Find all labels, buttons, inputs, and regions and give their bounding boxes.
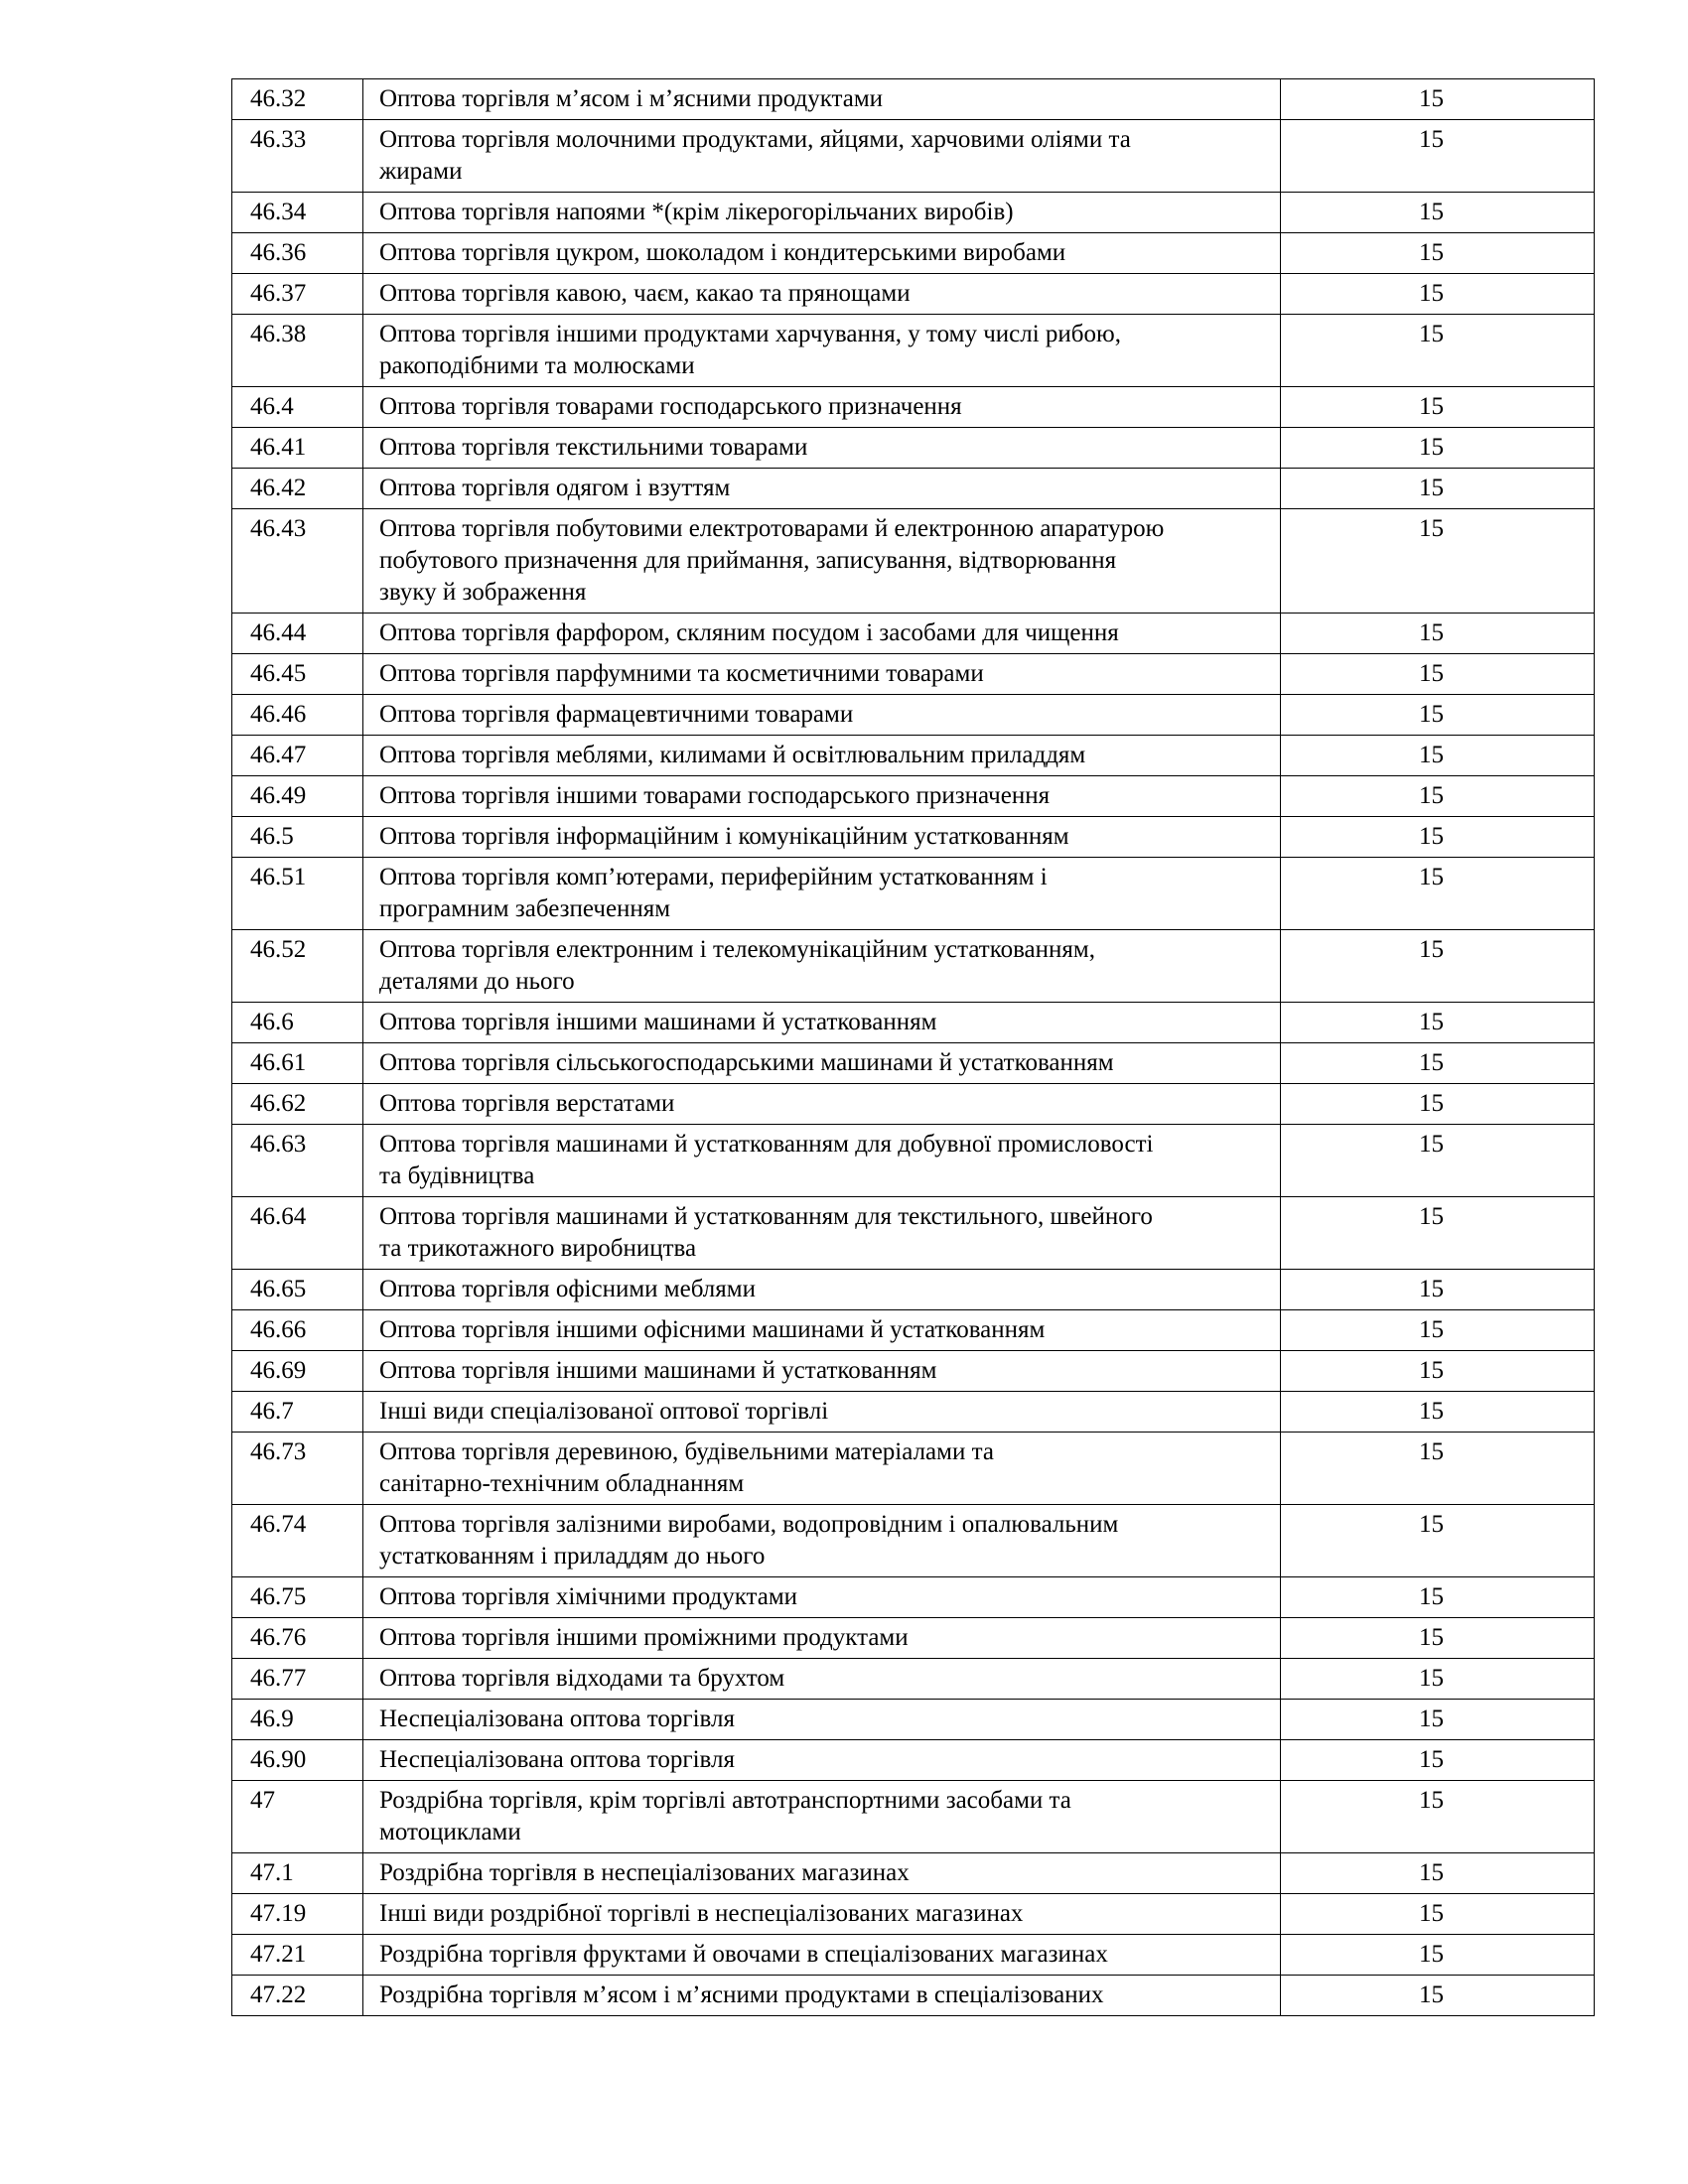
activity-description-cell xyxy=(363,654,1281,695)
description-line: деталями до нього xyxy=(379,968,575,995)
activity-description-cell xyxy=(363,1351,1281,1392)
activity-description-cell xyxy=(363,315,1281,387)
rate-value-cell: 15 xyxy=(1281,1894,1595,1935)
table-row xyxy=(232,1659,1595,1700)
activity-description-cell xyxy=(363,1043,1281,1084)
table-row xyxy=(232,695,1595,736)
table-row xyxy=(232,1505,1595,1577)
description-line: Інші види спеціалізованої оптової торгівлі xyxy=(379,1398,829,1425)
rate-value-cell: 15 xyxy=(1281,654,1595,695)
description-line: Оптова торгівля молочними продуктами, яйцями, харчовими оліями та xyxy=(379,126,1131,153)
rate-value-cell: 15 xyxy=(1281,387,1595,428)
activity-code-cell: 46.65 xyxy=(232,1270,363,1310)
table-row xyxy=(232,1894,1595,1935)
table-row xyxy=(232,817,1595,858)
activity-code-cell: 46.38 xyxy=(232,315,363,387)
rate-value-cell: 15 xyxy=(1281,79,1595,120)
description-line: Оптова торгівля машинами й устаткованням для текстильного, швейного xyxy=(379,1203,1153,1230)
rate-value-cell: 15 xyxy=(1281,233,1595,274)
table-row xyxy=(232,428,1595,469)
table-row xyxy=(232,1125,1595,1197)
rate-value-cell: 15 xyxy=(1281,1659,1595,1700)
activity-description-cell xyxy=(363,1935,1281,1976)
description-line: Оптова торгівля м’ясом і м’ясними продуктами xyxy=(379,85,884,112)
activity-code-cell: 47.19 xyxy=(232,1894,363,1935)
description-line: Оптова торгівля напоями *(крім лікерогорільчаних виробів) xyxy=(379,199,1014,225)
activity-description-cell xyxy=(363,776,1281,817)
activity-description-cell xyxy=(363,1659,1281,1700)
activity-code-cell: 46.6 xyxy=(232,1003,363,1043)
table-row xyxy=(232,1935,1595,1976)
activity-description-cell xyxy=(363,930,1281,1003)
description-line: та трикотажного виробництва xyxy=(379,1235,697,1262)
description-line: жирами xyxy=(379,158,463,185)
rate-value-cell: 15 xyxy=(1281,1003,1595,1043)
table-row xyxy=(232,1577,1595,1618)
activity-code-cell: 46.69 xyxy=(232,1351,363,1392)
table-body xyxy=(232,79,1595,2016)
description-line: Оптова торгівля електронним і телекомунікаційним устаткованням, xyxy=(379,936,1095,963)
description-line: Оптова торгівля фарфором, скляним посудом і засобами для чищення xyxy=(379,619,1119,646)
rate-value-cell: 15 xyxy=(1281,1270,1595,1310)
activity-code-cell: 46.66 xyxy=(232,1310,363,1351)
table-row xyxy=(232,1043,1595,1084)
activity-codes-table xyxy=(231,78,1595,2016)
activity-description-cell xyxy=(363,614,1281,654)
description-line: ракоподібними та молюсками xyxy=(379,352,695,379)
description-line: Оптова торгівля відходами та брухтом xyxy=(379,1665,785,1692)
activity-code-cell: 46.90 xyxy=(232,1740,363,1781)
activity-code-cell: 46.76 xyxy=(232,1618,363,1659)
description-line: санітарно-технічним обладнанням xyxy=(379,1470,745,1497)
activity-description-cell xyxy=(363,509,1281,614)
description-line: програмним забезпеченням xyxy=(379,895,671,922)
description-line: Оптова торгівля хімічними продуктами xyxy=(379,1583,798,1610)
description-line: Оптова торгівля залізними виробами, водопровідним і опалювальним xyxy=(379,1511,1119,1538)
table-row xyxy=(232,193,1595,233)
table-row xyxy=(232,1270,1595,1310)
activity-description-cell xyxy=(363,1505,1281,1577)
activity-code-cell: 46.45 xyxy=(232,654,363,695)
rate-value-cell: 15 xyxy=(1281,1392,1595,1433)
description-line: Оптова торгівля комп’ютерами, периферійним устаткованням і xyxy=(379,864,1048,890)
description-line: Оптова торгівля інформаційним і комунікаційним устаткованням xyxy=(379,823,1069,850)
rate-value-cell: 15 xyxy=(1281,1125,1595,1197)
activity-code-cell: 46.34 xyxy=(232,193,363,233)
activity-code-cell: 46.42 xyxy=(232,469,363,509)
rate-value-cell: 15 xyxy=(1281,776,1595,817)
activity-description-cell xyxy=(363,79,1281,120)
activity-description-cell xyxy=(363,428,1281,469)
description-line: мотоциклами xyxy=(379,1819,521,1845)
rate-value-cell: 15 xyxy=(1281,1084,1595,1125)
table-row xyxy=(232,79,1595,120)
description-line: Оптова торгівля одягом і взуттям xyxy=(379,475,731,501)
table-row xyxy=(232,1976,1595,2016)
table-row xyxy=(232,1853,1595,1894)
description-line: Роздрібна торгівля фруктами й овочами в спеціалізованих магазинах xyxy=(379,1941,1108,1968)
activity-code-cell: 46.64 xyxy=(232,1197,363,1270)
rate-value-cell: 15 xyxy=(1281,315,1595,387)
activity-description-cell xyxy=(363,120,1281,193)
table-row xyxy=(232,1310,1595,1351)
rate-value-cell: 15 xyxy=(1281,817,1595,858)
rate-value-cell: 15 xyxy=(1281,695,1595,736)
activity-description-cell xyxy=(363,1084,1281,1125)
rate-value-cell: 15 xyxy=(1281,1618,1595,1659)
activity-code-cell: 46.47 xyxy=(232,736,363,776)
rate-value-cell: 15 xyxy=(1281,428,1595,469)
activity-code-cell: 46.5 xyxy=(232,817,363,858)
activity-description-cell xyxy=(363,736,1281,776)
table-row xyxy=(232,1781,1595,1853)
activity-code-cell: 46.52 xyxy=(232,930,363,1003)
activity-description-cell xyxy=(363,817,1281,858)
activity-code-cell: 46.51 xyxy=(232,858,363,930)
activity-description-cell xyxy=(363,1976,1281,2016)
rate-value-cell: 15 xyxy=(1281,930,1595,1003)
table-row xyxy=(232,1197,1595,1270)
activity-description-cell xyxy=(363,469,1281,509)
activity-description-cell xyxy=(363,1577,1281,1618)
description-line: Оптова торгівля побутовими електротоварами й електронною апаратурою xyxy=(379,515,1165,542)
description-line: Оптова торгівля цукром, шоколадом і кондитерськими виробами xyxy=(379,239,1066,266)
activity-code-cell: 46.44 xyxy=(232,614,363,654)
activity-code-cell: 46.43 xyxy=(232,509,363,614)
rate-value-cell: 15 xyxy=(1281,469,1595,509)
table-row xyxy=(232,509,1595,614)
activity-description-cell xyxy=(363,1125,1281,1197)
activity-description-cell xyxy=(363,1270,1281,1310)
table-row xyxy=(232,1700,1595,1740)
description-line: Оптова торгівля товарами господарського призначення xyxy=(379,393,962,420)
description-line: звуку й зображення xyxy=(379,579,587,606)
table-row xyxy=(232,1351,1595,1392)
activity-code-cell: 47 xyxy=(232,1781,363,1853)
activity-description-cell xyxy=(363,1894,1281,1935)
table-row xyxy=(232,233,1595,274)
activity-description-cell xyxy=(363,1853,1281,1894)
rate-value-cell: 15 xyxy=(1281,1853,1595,1894)
activity-description-cell xyxy=(363,858,1281,930)
activity-description-cell xyxy=(363,233,1281,274)
activity-code-cell: 46.77 xyxy=(232,1659,363,1700)
activity-code-cell: 46.9 xyxy=(232,1700,363,1740)
rate-value-cell: 15 xyxy=(1281,1577,1595,1618)
activity-code-cell: 47.1 xyxy=(232,1853,363,1894)
rate-value-cell: 15 xyxy=(1281,1351,1595,1392)
rate-value-cell: 15 xyxy=(1281,1505,1595,1577)
activity-description-cell xyxy=(363,387,1281,428)
rate-value-cell: 15 xyxy=(1281,1935,1595,1976)
activity-code-cell: 46.75 xyxy=(232,1577,363,1618)
activity-description-cell xyxy=(363,1618,1281,1659)
activity-code-cell: 46.36 xyxy=(232,233,363,274)
activity-code-cell: 46.37 xyxy=(232,274,363,315)
rate-value-cell: 15 xyxy=(1281,274,1595,315)
table-row xyxy=(232,736,1595,776)
description-line: Оптова торгівля іншими офісними машинами й устаткованням xyxy=(379,1316,1046,1343)
rate-value-cell: 15 xyxy=(1281,736,1595,776)
description-line: Неспеціалізована оптова торгівля xyxy=(379,1746,735,1773)
table-row xyxy=(232,858,1595,930)
table-row xyxy=(232,930,1595,1003)
activity-code-cell: 46.73 xyxy=(232,1433,363,1505)
rate-value-cell: 15 xyxy=(1281,1976,1595,2016)
description-line: Оптова торгівля іншими проміжними продуктами xyxy=(379,1624,909,1651)
rate-value-cell: 15 xyxy=(1281,1700,1595,1740)
activity-description-cell xyxy=(363,695,1281,736)
description-line: Оптова торгівля деревиною, будівельними матеріалами та xyxy=(379,1438,994,1465)
activity-code-cell: 46.63 xyxy=(232,1125,363,1197)
table-row xyxy=(232,1003,1595,1043)
activity-code-cell: 46.33 xyxy=(232,120,363,193)
rate-value-cell: 15 xyxy=(1281,193,1595,233)
description-line: Роздрібна торгівля м’ясом і м’ясними продуктами в спеціалізованих xyxy=(379,1981,1104,2008)
activity-code-cell: 46.46 xyxy=(232,695,363,736)
activity-code-cell: 47.22 xyxy=(232,1976,363,2016)
description-line: Оптова торгівля офісними меблями xyxy=(379,1276,756,1302)
rate-value-cell: 15 xyxy=(1281,1310,1595,1351)
activity-description-cell xyxy=(363,193,1281,233)
description-line: Інші види роздрібної торгівлі в неспеціалізованих магазинах xyxy=(379,1900,1024,1927)
description-line: Оптова торгівля парфумними та косметичними товарами xyxy=(379,660,984,687)
description-line: Оптова торгівля сільськогосподарськими машинами й устаткованням xyxy=(379,1049,1114,1076)
description-line: Оптова торгівля фармацевтичними товарами xyxy=(379,701,854,728)
table-row xyxy=(232,469,1595,509)
activity-code-cell: 46.32 xyxy=(232,79,363,120)
rate-value-cell: 15 xyxy=(1281,1197,1595,1270)
rate-value-cell: 15 xyxy=(1281,120,1595,193)
rate-value-cell: 15 xyxy=(1281,1433,1595,1505)
table-row xyxy=(232,387,1595,428)
table-row xyxy=(232,1618,1595,1659)
activity-code-cell: 46.74 xyxy=(232,1505,363,1577)
rate-value-cell: 15 xyxy=(1281,858,1595,930)
activity-description-cell xyxy=(363,1392,1281,1433)
activity-description-cell xyxy=(363,1781,1281,1853)
description-line: Роздрібна торгівля в неспеціалізованих магазинах xyxy=(379,1859,910,1886)
description-line: устаткованням і приладдям до нього xyxy=(379,1543,766,1570)
activity-description-cell xyxy=(363,1433,1281,1505)
description-line: Оптова торгівля машинами й устаткованням для добувної промисловості xyxy=(379,1131,1154,1158)
description-line: Роздрібна торгівля, крім торгівлі автотранспортними засобами та xyxy=(379,1787,1071,1814)
activity-code-cell: 46.61 xyxy=(232,1043,363,1084)
table-row xyxy=(232,1740,1595,1781)
description-line: Неспеціалізована оптова торгівля xyxy=(379,1706,735,1732)
activity-code-cell: 46.7 xyxy=(232,1392,363,1433)
description-line: побутового призначення для приймання, записування, відтворювання xyxy=(379,547,1117,574)
activity-description-cell xyxy=(363,1310,1281,1351)
activity-description-cell xyxy=(363,1003,1281,1043)
rate-value-cell: 15 xyxy=(1281,1043,1595,1084)
activity-description-cell xyxy=(363,274,1281,315)
activity-description-cell xyxy=(363,1700,1281,1740)
table-row xyxy=(232,1392,1595,1433)
activity-code-cell: 47.21 xyxy=(232,1935,363,1976)
table-row xyxy=(232,1084,1595,1125)
activity-code-cell: 46.41 xyxy=(232,428,363,469)
table-row xyxy=(232,776,1595,817)
rate-value-cell: 15 xyxy=(1281,614,1595,654)
table-row xyxy=(232,1433,1595,1505)
description-line: Оптова торгівля іншими машинами й устаткованням xyxy=(379,1009,937,1035)
table-row xyxy=(232,315,1595,387)
description-line: Оптова торгівля іншими товарами господарського призначення xyxy=(379,782,1051,809)
description-line: Оптова торгівля меблями, килимами й освітлювальним приладдям xyxy=(379,742,1086,768)
rate-value-cell: 15 xyxy=(1281,1740,1595,1781)
description-line: Оптова торгівля текстильними товарами xyxy=(379,434,808,461)
rate-value-cell: 15 xyxy=(1281,1781,1595,1853)
activity-code-cell: 46.4 xyxy=(232,387,363,428)
description-line: та будівництва xyxy=(379,1162,535,1189)
table-row xyxy=(232,274,1595,315)
description-line: Оптова торгівля кавою, чаєм, какао та прянощами xyxy=(379,280,911,307)
table-row xyxy=(232,120,1595,193)
activity-code-cell: 46.49 xyxy=(232,776,363,817)
description-line: Оптова торгівля верстатами xyxy=(379,1090,675,1117)
activity-description-cell xyxy=(363,1197,1281,1270)
activity-description-cell xyxy=(363,1740,1281,1781)
rate-value-cell: 15 xyxy=(1281,509,1595,614)
description-line: Оптова торгівля іншими продуктами харчування, у тому числі рибою, xyxy=(379,321,1121,347)
table-row xyxy=(232,614,1595,654)
table-row xyxy=(232,654,1595,695)
activity-code-cell: 46.62 xyxy=(232,1084,363,1125)
description-line: Оптова торгівля іншими машинами й устаткованням xyxy=(379,1357,937,1384)
